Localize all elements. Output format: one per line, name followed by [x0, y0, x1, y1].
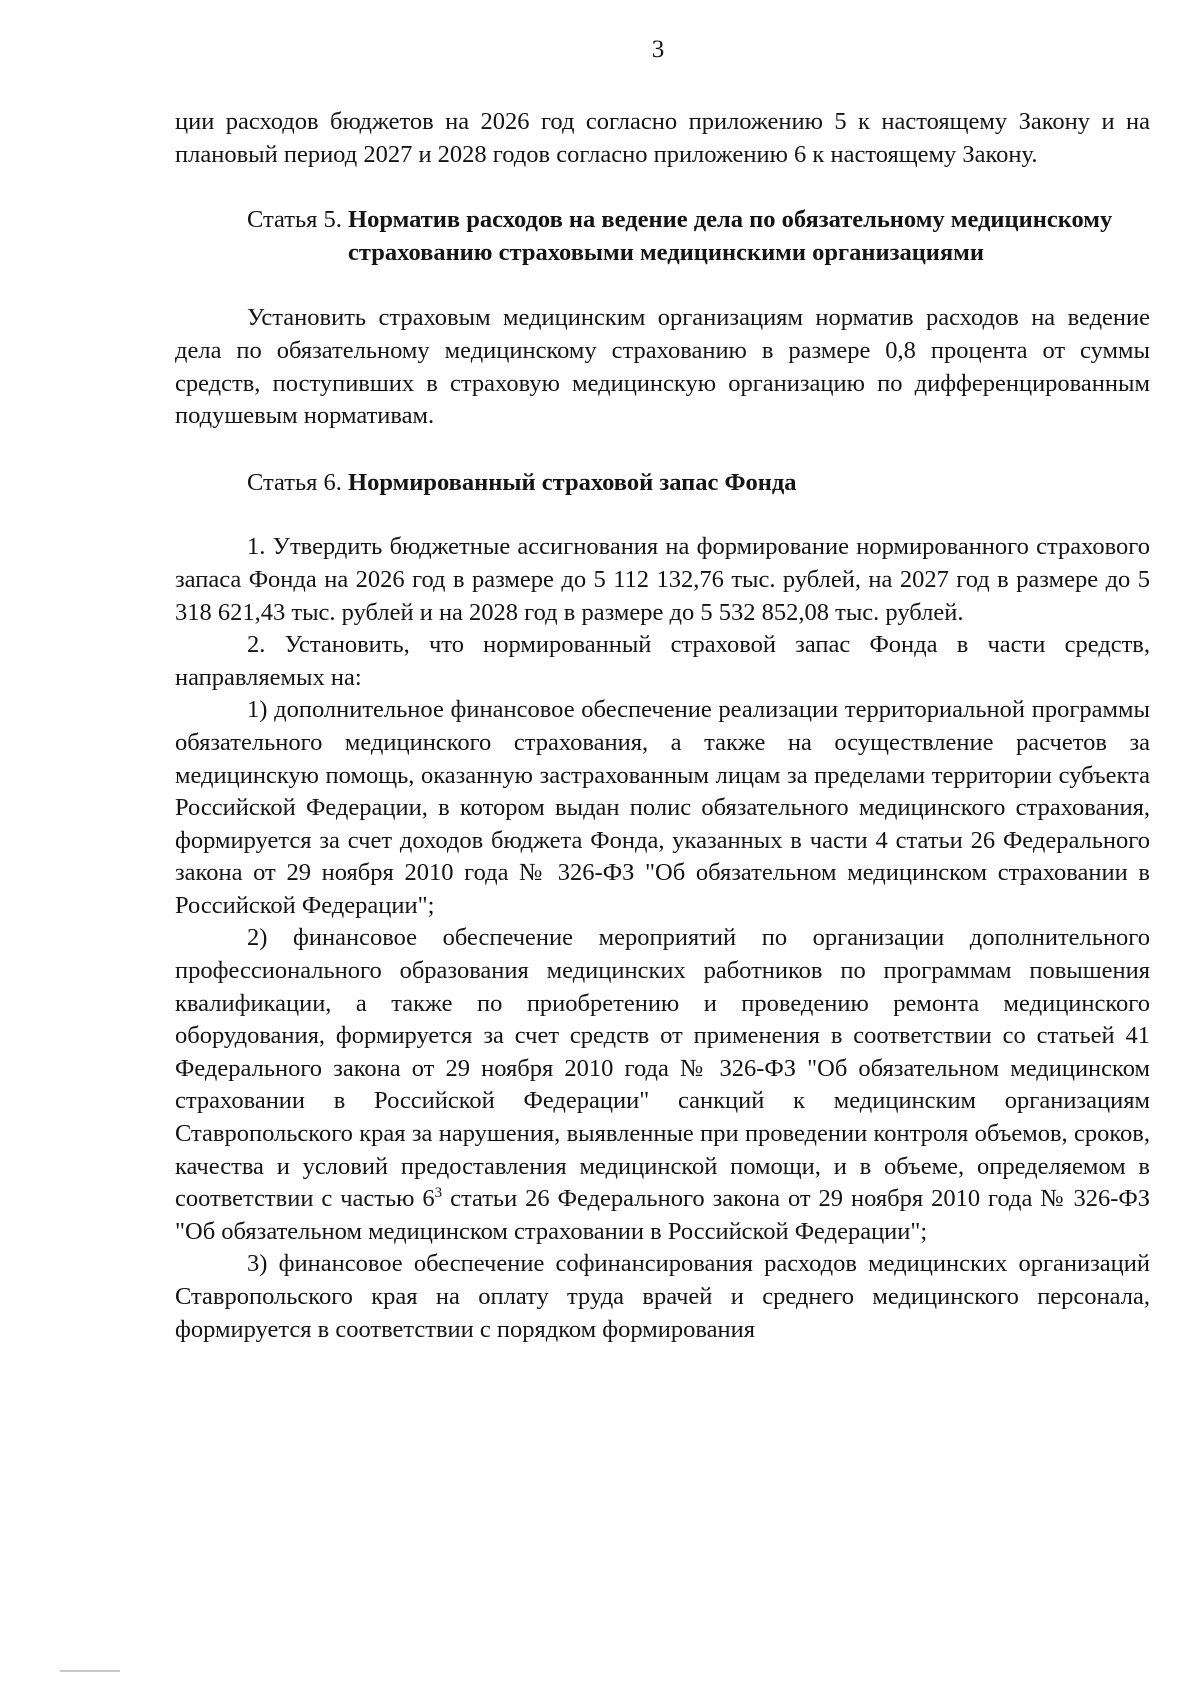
article-6-label: Статья 6.: [247, 468, 349, 496]
intro-paragraph: ции расходов бюджетов на 2026 год согласно приложению 5 к настоящему Закону и на плановый период 2027 и 2028 годов согласно приложению 6 к настоящему Закону.: [175, 108, 1150, 168]
article-6-heading: [175, 467, 1150, 500]
article-5-label: Статья 5.: [247, 206, 349, 234]
article-6-paragraph-1: 1. Утвердить бюджетные ассигнования на формирование нормированного страхового запаса Фонда на 2026 год в размере до 5 112 132,76 тыс. рублей, на 2027 год в размере до 5 318 621,43 тыс. рублей и на 2028 год в размере до 5 532 852,08 тыс. рублей.: [175, 533, 1150, 626]
article-6-paragraph-2: 2. Установить, что нормированный страховой запас Фонда в части средств, направляемых на:: [175, 631, 1150, 691]
page-number: 3: [651, 36, 665, 63]
article-5-paragraph: Установить страховым медицинским организациям норматив расходов на ведение дела по обязательному медицинскому страхованию в размере 0,8 процента от суммы средств, поступивших в страховую медицинскую организацию по дифференцированным подушевым нормативам.: [175, 304, 1150, 430]
article-5-title: Норматив расходов на ведение дела по обязательному медицинскому страхованию страховыми медицинскими организациями: [348, 206, 1113, 266]
article-6-item-2: [175, 922, 1150, 1248]
article-6-item-2-text-end: статьи 26 Федерального закона от 29 ноября 2010 года № 326-ФЗ "Об обязательном медицинском страховании в Российской Федерации";: [175, 1185, 1150, 1245]
scan-artifact: [60, 1670, 120, 1672]
document-body: [175, 106, 1150, 1346]
article-6-title: Нормированный страховой запас Фонда: [348, 468, 797, 496]
article-6-item-1: 1) дополнительное финансовое обеспечение реализации территориальной программы обязательного медицинского страхования, а также на осуществление расчетов за медицинскую помощь, оказанную застрахованным лицам за пределами территории субъекта Российской Федерации, в котором выдан полис обязательного медицинского страхования, формируется за счет доходов бюджета Фонда, указанных в части 4 статьи 26 Федерального закона от 29 ноября 2010 года № 326-ФЗ "Об обязательном медицинском страховании в Российской Федерации";: [175, 696, 1150, 919]
article-6-item-3: 3) финансовое обеспечение софинансирования расходов медицинских организаций Ставропольского края на оплату труда врачей и среднего медицинского персонала, формируется в соответствии с порядком формирования: [175, 1250, 1150, 1343]
article-6-item-2-superscript: 3: [434, 1185, 443, 1202]
article-5-heading: [175, 204, 1150, 269]
article-6-item-2-text: 2) финансовое обеспечение мероприятий по организации дополнительного профессионального образования медицинских работников по программам повышения квалификации, а также по приобретению и проведению ремонта медицинского оборудования, формируется за счет средств от применения в соответствии со статьей 41 Федерального закона от 29 ноября 2010 года № 326-ФЗ "Об обязательном медицинском страховании в Российской Федерации" санкций к медицинским организациям Ставропольского края за нарушения, выявленные при проведении контроля объемов, сроков, качества и условий предоставления медицинской помощи, и в объеме, определяемом в соответствии с частью 6: [175, 924, 1150, 1213]
